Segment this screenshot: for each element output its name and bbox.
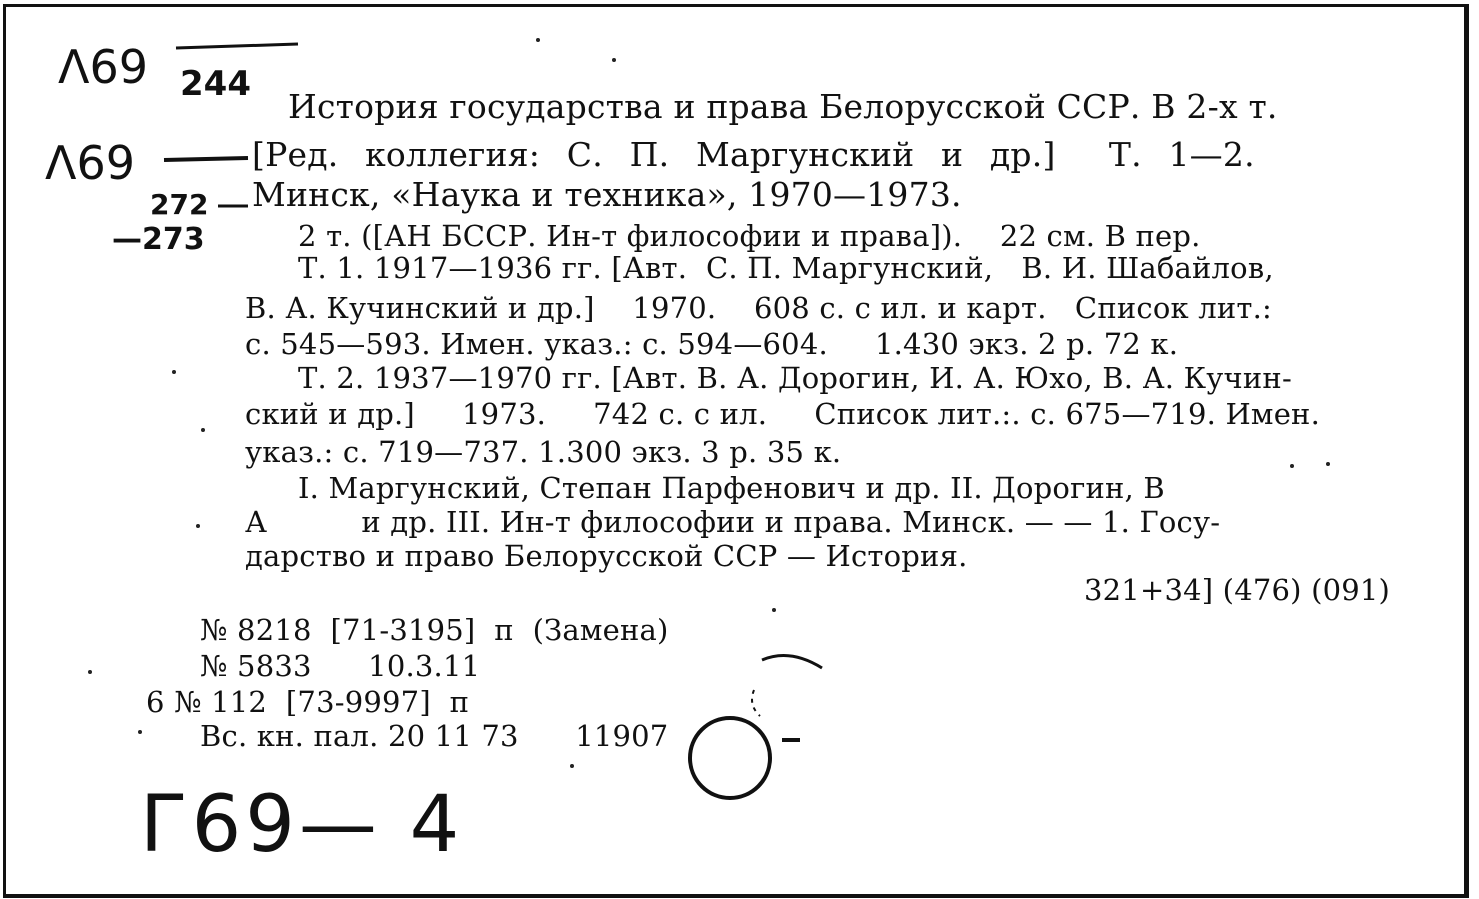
speckle bbox=[172, 370, 176, 374]
vol2-line-3: указ.: с. 719—737. 1.300 экз. 3 р. 35 к. bbox=[245, 435, 842, 469]
tracings-line-3: дарство и право Белорусской ССР — История. bbox=[245, 539, 968, 573]
number-line-1: № 8218 [71-3195] п (Замена) bbox=[200, 613, 669, 647]
shelf-mark-2-sub1: 272 bbox=[150, 188, 209, 221]
number-line-3: 6 № 112 [73-9997] п bbox=[146, 685, 470, 719]
speckle bbox=[536, 38, 540, 42]
vol2-line-2: ский и др.] 1973. 742 с. с ил. Список лит.:. с. 675—719. Имен. bbox=[245, 397, 1320, 431]
speckle bbox=[201, 428, 205, 432]
vol2-line-1: Т. 2. 1937—1970 гг. [Авт. В. А. Дорогин, И. А. Юхо, В. А. Кучин- bbox=[298, 361, 1292, 395]
shelf-mark-2-sub2: —273 bbox=[112, 222, 205, 257]
number-line-4: Вс. кн. пал. 20 11 73 11907 bbox=[200, 719, 669, 753]
classification: 321+34] (476) (091) bbox=[1084, 573, 1391, 607]
bottom-code: Г69— 4 bbox=[140, 780, 464, 870]
editors-line: [Ред. коллегия: С. П. Маргунский и др.] Т. 1—2. bbox=[252, 135, 1255, 174]
speckle bbox=[612, 58, 616, 62]
shelf-mark-1-sub: 244 bbox=[180, 64, 251, 104]
speckle bbox=[570, 764, 574, 768]
speckle bbox=[138, 730, 142, 734]
shelf-mark-2: Λ69 bbox=[45, 136, 136, 190]
shelf-mark-1: Λ69 bbox=[58, 40, 149, 94]
number-line-2: № 5833 10.3.11 bbox=[200, 649, 481, 683]
vol1-line-1: Т. 1. 1917—1936 гг. [Авт. С. П. Маргунский, В. И. Шабайлов, bbox=[298, 251, 1274, 285]
speckle bbox=[196, 524, 200, 528]
series-line: 2 т. ([АН БССР. Ин-т философии и права]). 22 см. В пер. bbox=[298, 219, 1201, 253]
imprint-line: Минск, «Наука и техника», 1970—1973. bbox=[252, 175, 962, 214]
tracings-line-1: I. Маргунский, Степан Парфенович и др. II. Дорогин, В bbox=[298, 471, 1165, 505]
speckle bbox=[1326, 462, 1330, 466]
speckle bbox=[772, 608, 776, 612]
speckle bbox=[88, 670, 92, 674]
punch-hole-circle bbox=[690, 718, 770, 798]
vol1-line-2: В. А. Кучинский и др.] 1970. 608 с. с ил. и карт. Список лит.: bbox=[245, 291, 1273, 325]
title-line: История государства и права Белорусской ССР. В 2-х т. bbox=[288, 87, 1278, 126]
tracings-line-2: А и др. III. Ин-т философии и права. Минск. — — 1. Госу- bbox=[245, 505, 1221, 539]
vol1-line-3: с. 545—593. Имен. указ.: с. 594—604. 1.430 экз. 2 р. 72 к. bbox=[245, 327, 1179, 361]
speckle bbox=[1290, 464, 1294, 468]
